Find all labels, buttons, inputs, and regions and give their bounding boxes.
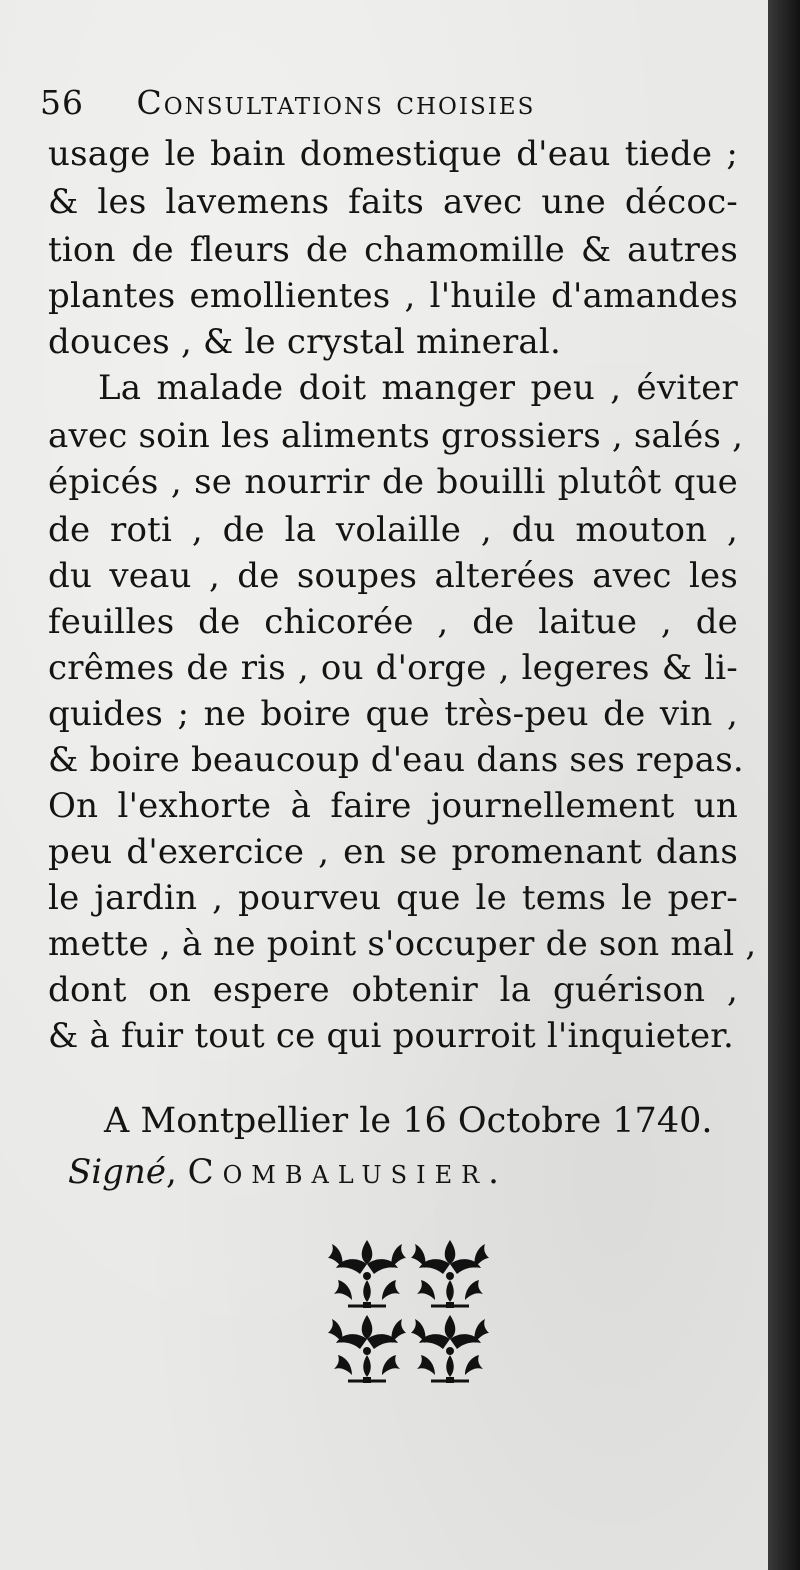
running-title: Consultations choisies [136, 83, 536, 122]
text-line: On l'exhorte à faire journellement un [48, 786, 738, 826]
text-line: & les lavemens faits avec une décoc- [48, 182, 738, 222]
page-number: 56 [40, 83, 84, 122]
fleuron-ornament-icon [326, 1236, 492, 1386]
page-edge-shadow [768, 0, 800, 1570]
text-line: & à fuir tout ce qui pourroit l'inquieter. [48, 1016, 734, 1056]
text-line: dont on espere obtenir la guérison , [48, 970, 738, 1010]
dateline: A Montpellier le 16 Octobre 1740. [104, 1101, 713, 1141]
signe-label: Signé [68, 1152, 166, 1192]
text-line: tion de fleurs de chamomille & autres [48, 230, 738, 270]
paragraph-start-line: La malade doit manger peu , éviter [98, 368, 738, 408]
text-line: épicés , se nourrir de bouilli plutôt que [48, 462, 738, 502]
text-line: mette , à ne point s'occuper de son mal , [48, 924, 757, 964]
text-line: douces , & le crystal mineral. [48, 322, 561, 362]
text-line: feuilles de chicorée , de laitue , de [48, 602, 738, 642]
fleuron-ornament-svg [326, 1236, 492, 1386]
text-line: quides ; ne boire que très-peu de vin , [48, 694, 738, 734]
text-line: peu d'exercice , en se promenant dans [48, 832, 738, 872]
text-line: usage le bain domestique d'eau tiede ; [48, 134, 738, 174]
text-line: avec soin les aliments grossiers , salés , [48, 416, 744, 456]
text-line: & boire beaucoup d'eau dans ses repas. [48, 740, 744, 780]
text-line: plantes emollientes , l'huile d'amandes [48, 276, 738, 316]
page-header [40, 78, 700, 128]
signature-comma: , [165, 1152, 188, 1192]
signer-name: Combalusier. [187, 1152, 508, 1192]
text-line: crêmes de ris , ou d'orge , legeres & li- [48, 648, 738, 688]
text-line: du veau , de soupes alterées avec les [48, 556, 738, 596]
text-line: de roti , de la volaille , du mouton , [48, 510, 738, 550]
signature-line [68, 1147, 708, 1197]
text-line: le jardin , pourveu que le tems le per- [48, 878, 738, 918]
